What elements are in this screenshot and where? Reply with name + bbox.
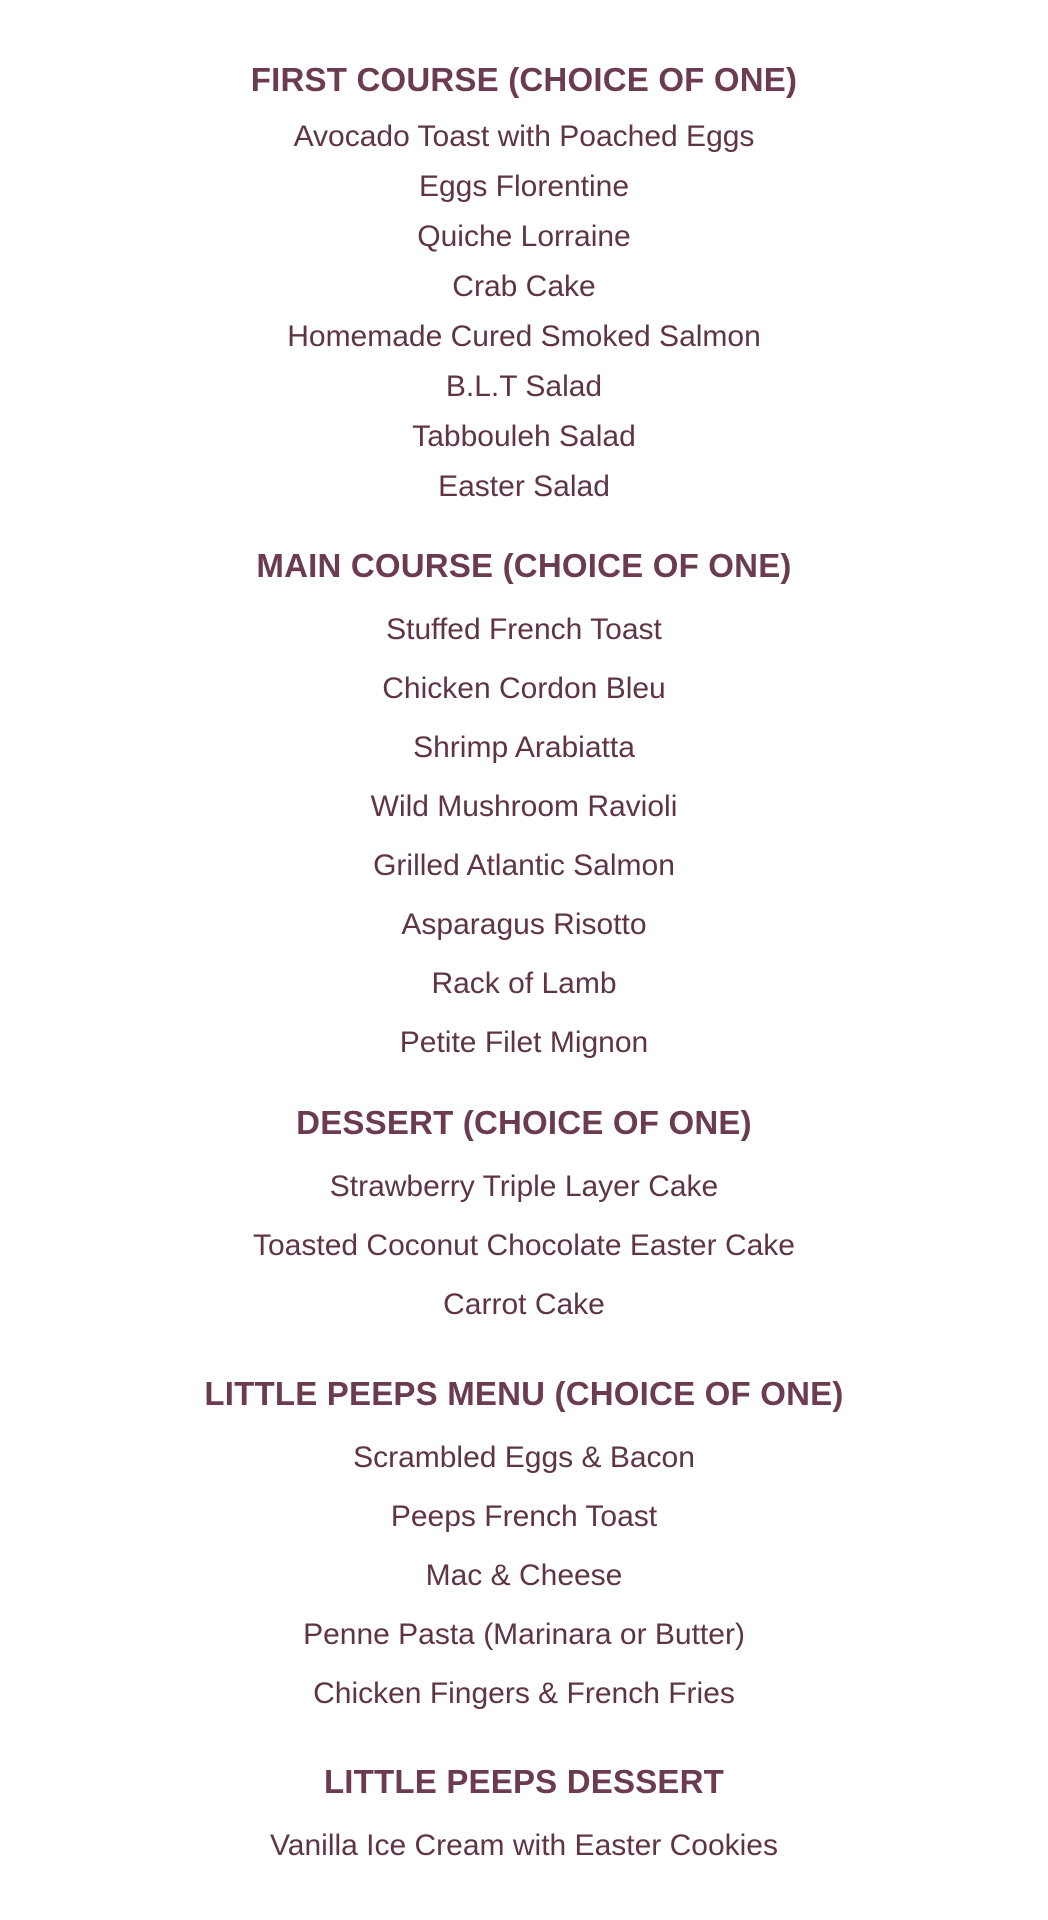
dessert-section: [0, 1103, 1048, 1334]
menu-item: Vanilla Ice Cream with Easter Cookies: [270, 1829, 778, 1862]
dessert-list: [0, 1157, 1048, 1334]
little-peeps-menu-section: [0, 1374, 1048, 1723]
little-peeps-menu-heading: LITTLE PEEPS MENU (CHOICE OF ONE): [204, 1375, 844, 1412]
menu-item: Carrot Cake: [443, 1288, 605, 1321]
little-peeps-dessert-section: [0, 1762, 1048, 1875]
menu-item: Wild Mushroom Ravioli: [370, 790, 678, 823]
menu-item: B.L.T Salad: [445, 370, 603, 403]
first-course-list: [0, 112, 1048, 512]
menu-item: Chicken Cordon Bleu: [382, 672, 666, 705]
little-peeps-dessert-heading: LITTLE PEEPS DESSERT: [323, 1763, 725, 1800]
main-course-section: [0, 546, 1048, 1072]
menu-item: Scrambled Eggs & Bacon: [353, 1441, 695, 1474]
menu-item: Avocado Toast with Poached Eggs: [293, 120, 755, 153]
menu-item: Rack of Lamb: [431, 967, 617, 1000]
little-peeps-menu-list: [0, 1428, 1048, 1723]
menu-item: Homemade Cured Smoked Salmon: [287, 320, 761, 353]
menu-item: Asparagus Risotto: [401, 908, 647, 941]
menu-item: Easter Salad: [438, 470, 610, 503]
menu-item: Shrimp Arabiatta: [413, 731, 635, 764]
menu-item: Chicken Fingers & French Fries: [313, 1677, 735, 1710]
menu-item: Toasted Coconut Chocolate Easter Cake: [253, 1229, 795, 1262]
menu-item: Grilled Atlantic Salmon: [373, 849, 675, 882]
menu-item: Strawberry Triple Layer Cake: [329, 1170, 719, 1203]
little-peeps-dessert-list: [0, 1816, 1048, 1875]
menu-item: Penne Pasta (Marinara or Butter): [303, 1618, 745, 1651]
menu-item: Petite Filet Mignon: [399, 1026, 649, 1059]
menu-item: Tabbouleh Salad: [412, 420, 636, 453]
menu-item: Peeps French Toast: [390, 1500, 658, 1533]
first-course-heading: FIRST COURSE (CHOICE OF ONE): [250, 61, 798, 98]
menu-item: Quiche Lorraine: [417, 220, 631, 253]
menu-item: Mac & Cheese: [425, 1559, 623, 1592]
menu-item: Crab Cake: [452, 270, 596, 303]
menu-item: Stuffed French Toast: [386, 613, 662, 646]
first-course-section: [0, 60, 1048, 512]
menu-item: Eggs Florentine: [418, 170, 630, 203]
main-course-list: [0, 600, 1048, 1072]
dessert-heading: DESSERT (CHOICE OF ONE): [296, 1104, 752, 1141]
main-course-heading: MAIN COURSE (CHOICE OF ONE): [256, 547, 792, 584]
